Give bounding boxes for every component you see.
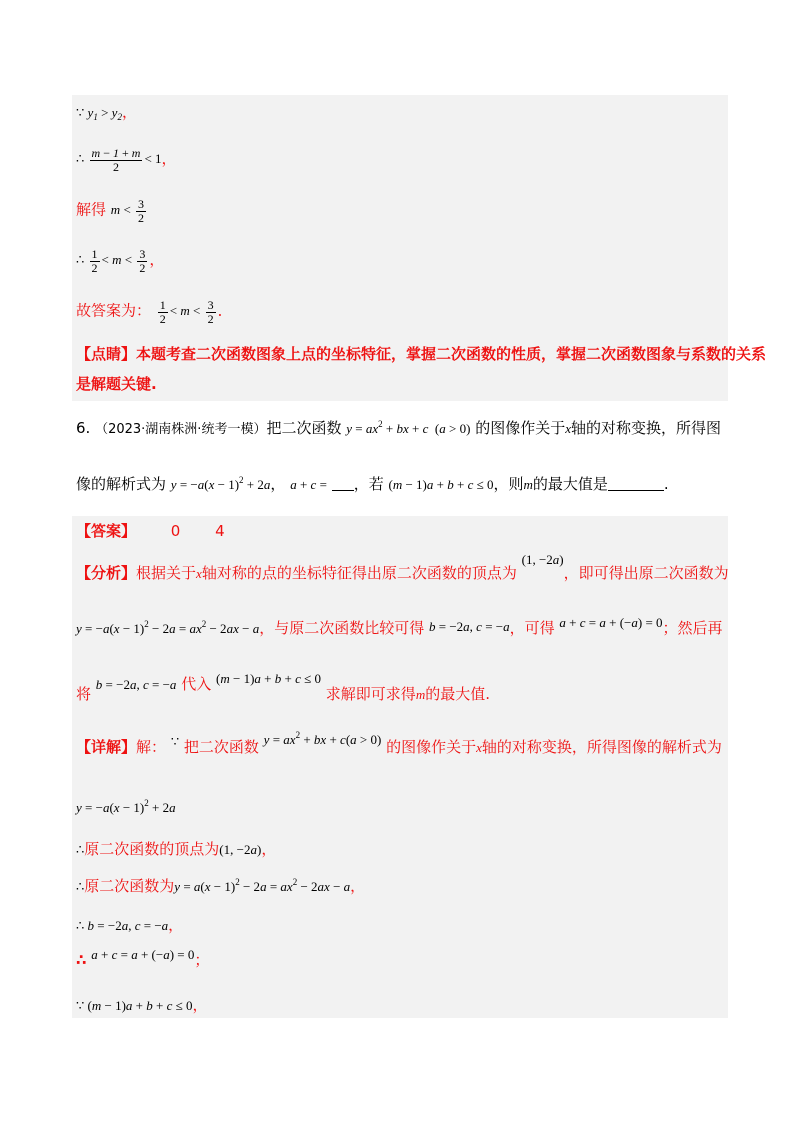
question-source: （2023·湖南株洲·统考一模）: [95, 422, 267, 437]
answer-blank-1[interactable]: [332, 476, 354, 491]
therefore-symbol: ∴: [76, 951, 87, 969]
punct: ，: [261, 840, 277, 858]
answer-label: 故答案为：: [76, 301, 152, 320]
detail-tag: 【详解】: [76, 738, 137, 756]
question-line-1: [76, 418, 721, 440]
step-line-3: [76, 198, 148, 225]
analysis-text: 将: [76, 685, 92, 703]
math-expr: a + c =: [290, 477, 327, 492]
question-text: ，若: [353, 475, 384, 493]
detail-text: 的图像作关于: [386, 738, 477, 756]
punct: ；: [194, 951, 210, 969]
dianjing-line-2: [76, 374, 157, 394]
dianjing-text: 是解题关键.: [76, 375, 157, 393]
math-expr: ∴ b = −2a, c = −a: [76, 918, 169, 933]
math-expr: $y = -a(x - 1)^2 + 2a$: [170, 475, 271, 492]
answer-line: [76, 521, 225, 541]
analysis-line-1: [76, 552, 729, 584]
answer-value-2: 4: [215, 522, 225, 540]
detail-line-4: [76, 876, 365, 897]
var-x: x: [476, 740, 482, 755]
question-number: 6.: [76, 419, 91, 437]
question-text: 轴的对称变换，所得图: [571, 419, 722, 437]
math-expr: ∴ $\frac{1}{2}$ < m < $\frac{3}{2}$: [76, 247, 146, 275]
detail-text: 解：: [136, 738, 167, 756]
math-expr: ∴: [76, 842, 85, 857]
math-expr: b = −2a, c = −a: [428, 619, 510, 634]
solution-shade-bottom: [72, 516, 728, 1018]
math-expr: $y = -a(x - 1)^2 - 2a = ax^2 - 2ax - a$: [76, 619, 260, 636]
analysis-tag: 【分析】: [76, 564, 137, 582]
question-text: ，则: [493, 475, 524, 493]
math-expr: a + c = a + (−a) = 0: [91, 947, 195, 962]
question-text: 的最大值是: [532, 475, 608, 493]
math-expr: ∴ $\frac{m - 1 + m}{2}$ < 1: [76, 146, 162, 174]
question-text: 像的解析式为: [76, 475, 167, 493]
punct: ．: [217, 301, 233, 320]
step-line-1: [76, 102, 137, 123]
math-expr: ∵ $y_1 > y_2$: [76, 105, 122, 122]
math-expr: $y = ax^2$ + bx + c(a > 0): [263, 730, 382, 747]
question-line-2: [76, 474, 669, 495]
detail-line-1: [76, 730, 722, 758]
detail-line-7: [76, 995, 208, 1016]
analysis-text: ，与原二次函数比较可得: [259, 619, 425, 637]
analysis-text: 根据关于: [136, 564, 197, 582]
punct: ，: [192, 996, 208, 1014]
detail-text: 原二次函数的顶点为: [84, 840, 220, 858]
var-m: m: [523, 477, 533, 492]
analysis-text: ，可得: [509, 619, 555, 637]
detail-text: 原二次函数为: [84, 877, 175, 895]
math-expr: m < $\frac{3}{2}$: [110, 197, 145, 225]
detail-line-6: [76, 947, 210, 971]
var-m: m: [415, 687, 426, 702]
math-expr: (m − 1)a + b + c ≤ 0: [216, 671, 322, 686]
math-expr: ∴: [76, 879, 85, 894]
analysis-text: ，即可得出原二次函数为: [563, 564, 729, 582]
punct: ，: [161, 149, 177, 168]
punct: ，: [149, 250, 165, 269]
question-text: .: [663, 475, 669, 493]
math-expr: $\frac{1}{2}$ < m < $\frac{3}{2}$: [159, 298, 214, 326]
var-x: x: [196, 566, 202, 581]
var-x: x: [565, 421, 571, 436]
analysis-line-2: [76, 615, 723, 639]
math-expr: (m − 1)a + b + c ≤ 0: [388, 477, 494, 492]
math-expr: $y = ax^2$ + bx + c (a > 0): [346, 419, 471, 436]
answer-blank-2[interactable]: [608, 476, 664, 491]
analysis-text: 代入: [181, 675, 212, 693]
step-line-5: [76, 299, 233, 326]
math-expr: (1, −2a): [521, 552, 564, 567]
question-text: 把二次函数: [266, 419, 342, 437]
math-expr: ∵: [170, 734, 180, 749]
question-text: 的图像作关于: [475, 419, 566, 437]
math-expr: a + c = a + (−a) = 0: [559, 615, 663, 630]
punct: ，: [350, 877, 366, 895]
detail-text: 轴的对称变换，所得图像的解析式为: [481, 738, 722, 756]
math-expr: $y = a(x - 1)^2 - 2a = ax^2 - 2ax - a$: [174, 877, 351, 894]
answer-value-1: 0: [170, 522, 181, 540]
analysis-line-3: [76, 671, 490, 705]
dianjing-line-1: [76, 344, 766, 364]
math-expr: $y = -a(x - 1)^2 + 2a$: [76, 798, 176, 815]
question-text: ，: [270, 475, 286, 493]
math-expr: ∵ (m − 1)a + b + c ≤ 0: [76, 998, 193, 1013]
analysis-text: 求解即可求得: [325, 685, 416, 703]
dianjing-text: 本题考查二次函数图象上点的坐标特征，掌握二次函数的性质，掌握二次函数图象与系数的关系: [136, 345, 767, 363]
step-line-2: [76, 147, 177, 174]
solve-label: 解得: [76, 200, 107, 219]
analysis-text: 轴对称的点的坐标特征得出原二次函数的顶点为: [201, 564, 517, 582]
analysis-text: 的最大值.: [425, 685, 490, 703]
detail-line-5: [76, 915, 183, 936]
detail-line-3: [76, 839, 276, 860]
answer-tag: 【答案】: [76, 522, 137, 540]
analysis-text: ；然后再: [662, 619, 723, 637]
dianjing-tag: 【点睛】: [76, 345, 137, 363]
step-line-4: [76, 248, 164, 275]
detail-line-2: [76, 797, 176, 818]
punct: ，: [168, 916, 184, 934]
math-expr: (1, −2a): [219, 842, 262, 857]
math-expr: b = −2a, c = −a: [95, 677, 177, 692]
detail-text: 把二次函数: [183, 738, 259, 756]
punct: ，: [121, 103, 137, 121]
